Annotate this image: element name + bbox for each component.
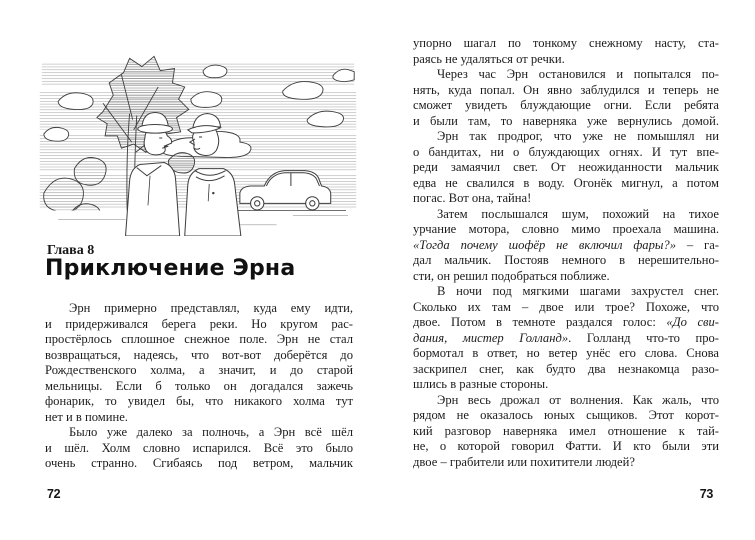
right-page: [413, 0, 719, 540]
text-line: нять, куда попал. Он явно заблудился и теперь не: [413, 82, 719, 97]
text-line: шлись в разные стороны.: [413, 377, 549, 391]
text-line: фонарик, то увидел бы, что никакого холма тут: [45, 394, 353, 408]
text-line: Было уже далеко за полночь, а Эрн всё шёл: [69, 425, 353, 439]
text-line: нет и в помине.: [45, 409, 128, 424]
left-page: [45, 0, 353, 540]
right-page-text: [413, 36, 719, 470]
chapter-label: Глава 8: [47, 243, 95, 258]
text-line: урчание мотора, словно мимо проехала машина.: [413, 222, 719, 236]
text-line: «Тогда почему шофёр не включил фары?» – га-: [413, 237, 719, 252]
text-line: дал мальчик. Постояв немного в нерешительно-: [413, 253, 719, 267]
text-line: Через час Эрн остановился и попытался по-: [437, 67, 719, 81]
text-line: сможет увидеть блуждающие огни. Если ребята: [413, 98, 719, 112]
text-line: реди замаячил свет. От неожиданности мальчик: [413, 160, 719, 174]
text-line: о бандитах, ни о блуждающих огнях. И тут впе-: [413, 144, 719, 159]
text-line: раясь не удаляться от речки.: [413, 51, 565, 66]
text-line: погас. Вот она, тайна!: [413, 191, 532, 205]
text-line: простёрлось сплошное снежное поле. Эрн не стал: [45, 332, 353, 346]
text-line: Эрн примерно представлял, куда ему идти,: [69, 301, 353, 315]
text-line: В ночи под мягкими шагами захрустел снег.: [437, 284, 719, 298]
text-line: и были там, то наверняка уже вернулись домой.: [413, 113, 719, 128]
page-number-right: 73: [699, 487, 713, 501]
text-line: заскрипел снег, как будто два незнакомца разо-: [413, 361, 719, 376]
text-line: мельницы. Если б только он догадался зажечь: [45, 378, 353, 393]
text-line: двое. Потом в темноте раздался голос: «До сви-: [413, 315, 719, 329]
text-line: Рождественского холма, а значит, и до старой: [45, 363, 353, 377]
page-number-left: 72: [47, 487, 61, 501]
text-line: сти, он решил подобраться поближе.: [413, 268, 610, 283]
text-line: и шёл. Холм словно испарился. Всё это было: [45, 440, 353, 455]
illustration-drawing: [37, 40, 359, 236]
text-line: едва не свалился в воду. Огонёк мигнул, а потом: [413, 175, 719, 190]
text-line: бормотал в ответ, но ветер унёс его слова. Снова: [413, 346, 719, 360]
chapter-illustration: [37, 40, 359, 236]
text-line: возвращаться, надеясь, что вот-вот доберётся до: [45, 347, 353, 362]
text-line: двое – грабители или похитители людей?: [413, 454, 635, 469]
text-line: дания, мистер Голланд». Голланд что-то про-: [413, 330, 720, 345]
text-line: Сколько их там – двое или трое? Похоже, что: [413, 299, 719, 314]
chapter-title: Приключение Эрна: [45, 256, 296, 281]
text-line: упорно шагал по тонкому снежному насту, ста-: [413, 36, 719, 50]
text-line: Эрн так продрог, что уже не помышлял ни: [437, 129, 719, 143]
text-line: рядом не оказалось юных сыщиков. Этот корот-: [413, 408, 719, 422]
left-page-text: [45, 301, 353, 472]
text-line: не, о которой говорил Фатти. И кто были эти: [413, 439, 719, 453]
text-line: Эрн весь дрожал от волнения. Как жаль, что: [437, 392, 719, 407]
text-line: Затем послышался шум, похожий на тихое: [437, 206, 719, 221]
text-line: и придерживался берега реки. Но кругом рас-: [45, 316, 353, 331]
text-line: кий разговор наверняка имел отношение к тай-: [413, 423, 719, 438]
text-line: очень странно. Сгибаясь под ветром, мальчик: [45, 456, 353, 470]
